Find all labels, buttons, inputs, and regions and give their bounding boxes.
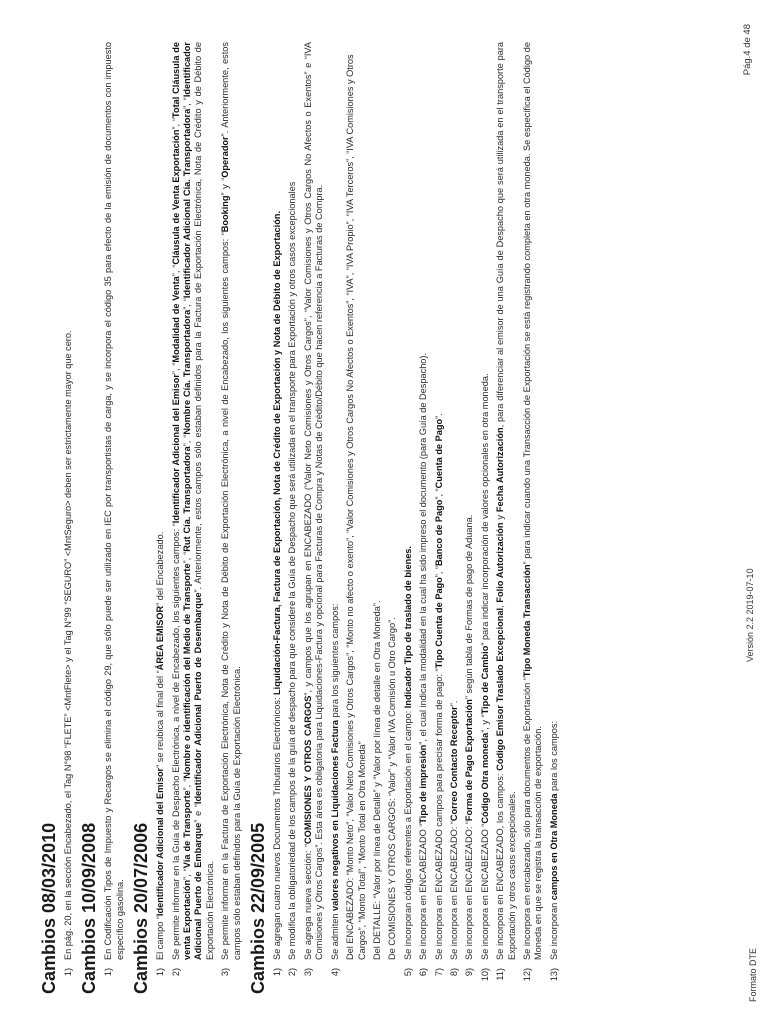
item-text: Se incorporan [548, 900, 559, 960]
section-heading: Cambios 08/03/2010 [39, 822, 59, 994]
footer-page-number: Pág.4 de 48 [742, 24, 753, 76]
item-text: Se incorporan códigos referentes a Exportación en el campo: [402, 708, 413, 960]
item-text: para los siguientes campos: [329, 603, 340, 720]
item-number: 10) [479, 968, 490, 982]
item-number: 2) [170, 968, 181, 977]
item-number: 9) [464, 968, 475, 977]
item-number: 3) [302, 968, 313, 977]
item-text: Se permite informar en la Factura de Exportación Electrónica, Nota de Crédito y Nota de Débito de Exportación Electrónica, a nivel de Encabezado, los siguientes campos: “ [220, 232, 231, 960]
bold-term: Identificador Adicional del Emisor [170, 374, 181, 524]
change-item [303, 42, 326, 994]
item-text: ”. Anteriormente, estos campos sólo estaban definidos para la Factura de Exportación Electrónica, Nota de Crédito y de Débito de Exportación Electrónica. [193, 42, 215, 960]
bold-term: Tipo Cuenta de Pago [433, 577, 444, 669]
item-text: , [495, 602, 506, 608]
item-text: ”. [433, 413, 444, 419]
item-text: ”, “ [170, 362, 181, 375]
bold-term: Nombre Cía. Transportadora [182, 309, 193, 435]
bold-term: Identificador Adicional del Emisor [155, 767, 166, 917]
changes-section [247, 42, 560, 994]
item-number: 12) [521, 968, 532, 982]
bold-term: Tipo Moneda Transacción [521, 564, 532, 678]
item-text: ” para indicar cuando una Transacción de Exportación se está registrando completa en otra moneda. Se especifica el Código de Moneda en que se registra la transacción de exportación. [521, 42, 544, 960]
bold-term: ÁREA EMISOR [155, 605, 166, 671]
item-text: ”, “ [182, 97, 193, 109]
item-number: 5) [402, 968, 413, 977]
changes-section [78, 42, 126, 994]
change-item [171, 42, 217, 994]
item-number: 1) [103, 968, 114, 977]
item-number: 11) [495, 968, 506, 981]
item-text: ”, y campos que los agrupan en ENCABEZADO (“Valor Neto Comisiones y Otros Cargos”, “Valor Comisiones y Otros Cargos No Afectos o Exentos” e “IVA Comisiones y Otros Cargos”. Esta área es obligatoria para Liquidaciones-Factura y opcional para Facturas de Compra y Notas de Crédito/Débito que hacen referencia a Facturas de Compra. [302, 42, 325, 960]
item-text: ” según tabla de Formas de pago de Aduana. [464, 514, 475, 700]
change-item [549, 42, 560, 994]
change-item [220, 42, 243, 994]
item-text: En Codificación Tipos de Impuesto y Recargos se elimina el código 29, que sólo puede ser utilizado en IEC por transportistas de carga, y se incorpora el código 35 para efecto de la emisión de documentos con impuesto específico gasolina. [103, 42, 125, 960]
bold-term: Código Otra moneda [479, 732, 490, 824]
item-number: 13) [548, 968, 559, 982]
change-list [63, 42, 74, 994]
item-number: 1) [63, 968, 73, 977]
item-number: 6) [418, 968, 429, 977]
bold-term: Código Emisor Traslado Excepcional [495, 607, 506, 771]
change-item [418, 42, 429, 994]
item-text: ” del Encabezado. [155, 531, 166, 606]
item-number: 8) [448, 968, 459, 977]
bold-term: Tipo de impresión [418, 744, 429, 824]
item-text: ”, “ [170, 117, 181, 130]
footer-version: Versión 2.2 2019-07-10 [745, 568, 755, 662]
item-number: 1) [155, 968, 166, 977]
item-text: y [495, 512, 506, 523]
item-text: Se modifica la obligatoriedad de los campos de la guía de despacho para que considere la Guía de Despacho que será utilizada en el transporte para Exportación y otros casos excepcionales [287, 181, 298, 960]
item-text: ”. [448, 700, 459, 707]
item-text: Se agrega nueva sección: “ [302, 843, 313, 960]
footer-doc-name: Formato DTE [748, 947, 758, 1002]
bold-term: Tipo de Cambio [479, 645, 490, 715]
change-list [272, 42, 560, 994]
item-text: Se permite informar en la Guía de Despacho Electrónica, a nivel de Encabezado, los siguientes campos: “ [170, 523, 181, 960]
item-text: , para diferenciar al emisor de una Guía de Despacho que será utilizada en el transporte para Exportación y otros casos excepcionales. [495, 42, 517, 960]
change-item [464, 42, 475, 994]
item-text: Se incorpora en encabezado, sólo para documentos de Exportación “ [521, 677, 532, 960]
item-text: ”, y “ [479, 714, 490, 733]
bold-term: Cláusula de Venta Exportación [170, 129, 181, 265]
change-item [434, 42, 445, 994]
item-text: ”, “ [170, 264, 181, 277]
item-text: Se incorpora en ENCABEZADO, los campos: [495, 770, 506, 960]
section-heading: Cambios 20/07/2006 [131, 822, 152, 994]
change-item [522, 42, 545, 994]
item-text: ” se reubica al final del “ [155, 670, 166, 768]
document-body [38, 42, 564, 994]
change-item [272, 42, 283, 994]
changes-section [38, 42, 74, 994]
item-subparagraph: Del ENCABEZADO: “Monto Neto”, “Valor Neto Comisiones y Otros Cargos”, “Monto no afecto o exento”, “Valor Comisiones y Otros Cargos No Afectos o Exentos”, “IVA”, “IVA Propio”, “IVA Terceros”, “IVA Comisiones y Otros Cargos”, “Monto Total”, “Monto Total en Otra Moneda” [345, 54, 367, 960]
bold-term: Identificador Adicional Puerto de Desembarque [193, 592, 204, 805]
change-list [155, 42, 243, 994]
bold-term: Fecha Autorización [495, 427, 506, 513]
bold-term: Correo Contacto Receptor [448, 706, 459, 822]
change-item [63, 42, 74, 994]
item-text: Se incorpora en ENCABEZADO: “ [464, 821, 475, 960]
item-text: ”, “ [182, 298, 193, 310]
bold-term: Liquidación-Factura, Factura de Exportación, Nota de Crédito de Exportación y Nota de Débito de Exportación. [272, 211, 283, 695]
item-number: 7) [433, 968, 444, 977]
bold-term: Rut Cía. Transportadora [182, 446, 193, 552]
bold-term: Total Cláusula de venta Exportación [170, 41, 193, 960]
item-subparagraph: Del DETALLE: “Valor por línea de Detalle” y “Valor por línea de detalle en Otra Moneda”. [371, 600, 382, 960]
bold-term: Booking [220, 195, 231, 233]
item-text: ”, “ [182, 434, 193, 447]
item-text: ”, “ [433, 488, 444, 500]
change-item [403, 42, 414, 994]
item-number: 4) [329, 968, 340, 977]
bold-term: Folio Autorización [495, 522, 506, 603]
bold-term: Nombre o identificación del Medio de Transporte [182, 563, 193, 779]
item-text: ”, “ [182, 551, 193, 564]
item-text: ”, “ [433, 565, 444, 578]
item-text: ”, el cual indica la modalidad en la cual ha sido impreso el documento (para Guía de Despacho). [418, 352, 429, 745]
bold-term: Identificador Adicional Puerto de Embarque [182, 42, 204, 960]
change-item [103, 42, 126, 994]
item-number: 2) [287, 968, 298, 977]
item-text: Se agregan cuatro nuevos Documentos Tributarios Electrónicos: [272, 694, 283, 960]
item-text: Se incorpora en ENCABEZADO campos para precisar forma de pago: “ [433, 668, 444, 960]
bold-term: campos en Otra Moneda [548, 793, 559, 901]
change-list [103, 42, 126, 994]
item-text: para los campos: [548, 721, 559, 794]
item-number: 1) [272, 968, 283, 977]
changes-section [130, 42, 243, 994]
item-text: Se incorpora en ENCABEZADO “ [479, 823, 490, 960]
bold-term: Indicador Tipo de traslado de bienes. [402, 546, 413, 709]
change-item [287, 42, 298, 994]
bold-term: valores negativos en Liquidaciones Factura [329, 720, 340, 911]
change-item [480, 42, 491, 994]
bold-term: Modalidad de Venta [170, 276, 181, 363]
item-text: ” e “ [193, 804, 204, 823]
change-item [155, 42, 166, 994]
item-text: El campo “ [155, 916, 166, 960]
section-heading: Cambios 10/09/2008 [79, 822, 100, 994]
bold-term: Vía de Transporte [182, 790, 193, 869]
change-item [495, 42, 518, 994]
item-text: Se incorpora en ENCABEZADO: “ [448, 821, 459, 960]
item-text: ” para indicar incorporación de valores opcionales en otra moneda. [479, 373, 490, 646]
item-text: Se incorpora en ENCABEZADO “ [418, 823, 429, 960]
change-item [330, 42, 341, 994]
item-subparagraph: De COMISIONES Y OTROS CARGOS: “Valor” y “Valor IVA Comisión u Otro Cargo”. [387, 617, 398, 960]
item-text: ”. Anteriormente, estos campos sólo estaban definidos para la Guía de Exportación Electrónica. [220, 42, 242, 960]
bold-term: Operador [220, 136, 231, 178]
bold-term: Banco de Pago [433, 499, 444, 566]
item-text: Se admiten [329, 910, 340, 960]
section-heading: Cambios 22/09/2005 [248, 822, 269, 994]
item-text: ”, “ [182, 778, 193, 791]
item-text: ” y “ [220, 177, 231, 196]
bold-term: Identificador Adicional Cía. Transportadora [182, 108, 193, 299]
bold-term: Forma de Pago Exportación [464, 699, 475, 822]
item-number: 3) [220, 968, 231, 977]
bold-term: COMISIONES Y OTROS CARGOS [302, 695, 313, 844]
change-item [449, 42, 460, 994]
bold-term: Cuenta de Pago [433, 418, 444, 489]
item-text: ”, “ [182, 868, 193, 880]
item-text: En pág. 20, en la sección Encabezado, el Tag N°98 “FLETE” <MntFlete> y el Tag N°99 “SEGURO” <MntSeguro> deben ser estrictamente mayor que cero. [63, 330, 73, 960]
